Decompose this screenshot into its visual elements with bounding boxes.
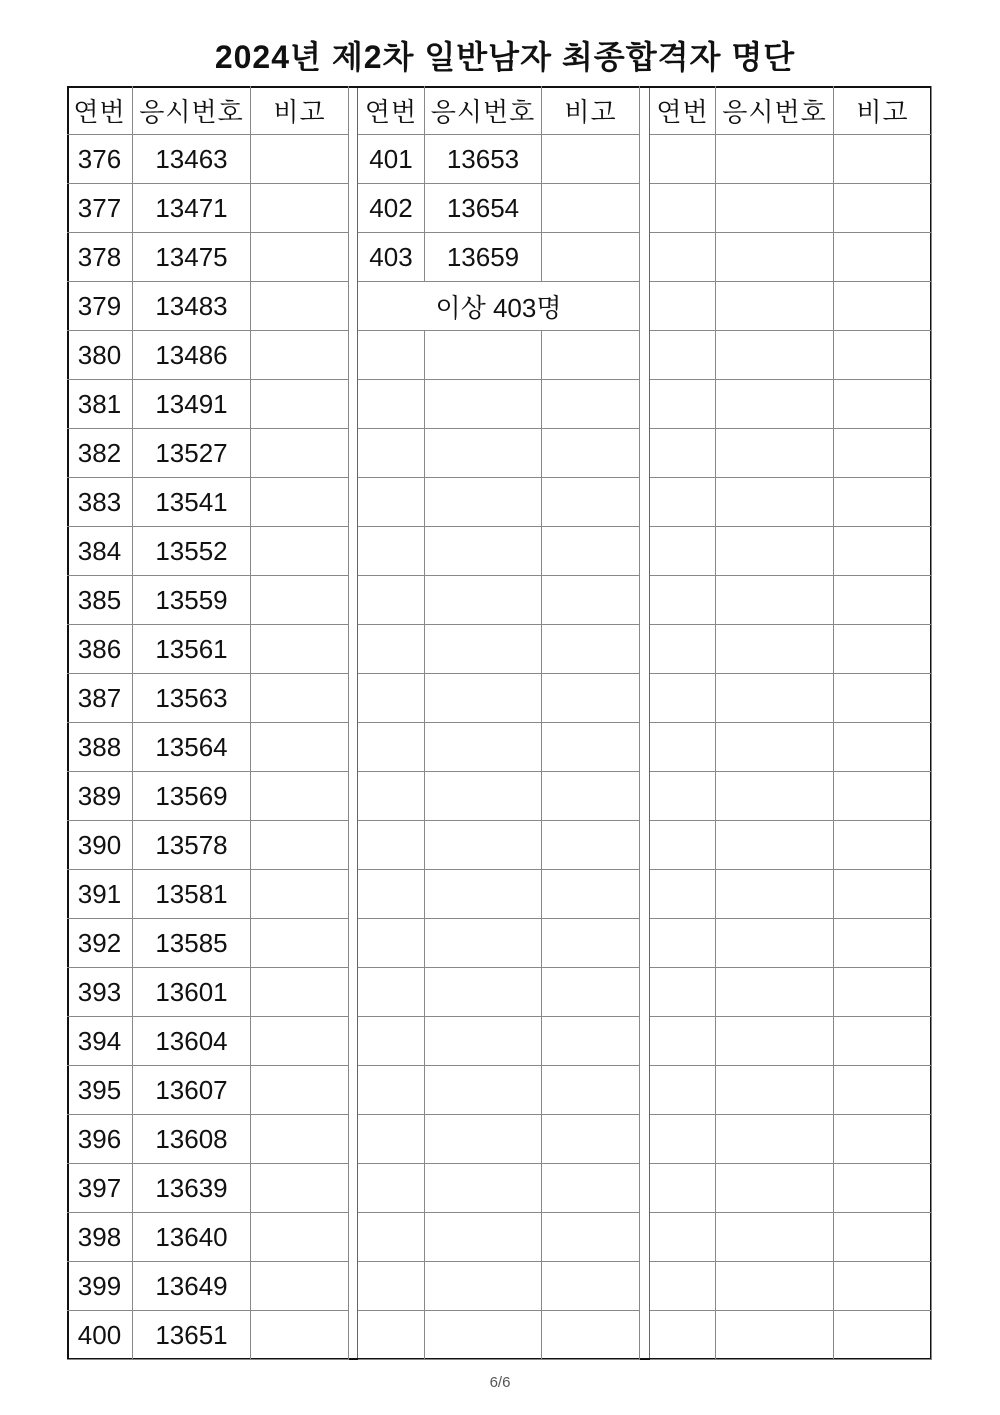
applicant-number-cell: 13463 xyxy=(133,135,251,184)
page-number: 6/6 xyxy=(489,1374,511,1391)
remarks-cell xyxy=(542,1115,640,1164)
remarks-cell xyxy=(251,135,349,184)
applicant-number-cell xyxy=(716,1213,834,1262)
remarks-cell xyxy=(834,184,932,233)
section-divider xyxy=(640,88,650,1358)
serial-number-cell xyxy=(358,625,425,674)
total-summary: 이상 403명 xyxy=(358,282,640,331)
serial-number-cell: 395 xyxy=(67,1066,133,1115)
serial-number-cell: 382 xyxy=(67,429,133,478)
serial-number-cell xyxy=(650,674,716,723)
column-header-serial-number: 연번 xyxy=(358,86,425,135)
applicant-number-cell xyxy=(716,625,834,674)
serial-number-cell: 377 xyxy=(67,184,133,233)
column-header-remarks: 비고 xyxy=(542,86,640,135)
applicant-number-cell: 13639 xyxy=(133,1164,251,1213)
serial-number-cell xyxy=(358,1311,425,1360)
results-table xyxy=(67,86,932,1360)
applicant-number-cell xyxy=(425,723,542,772)
serial-number-cell xyxy=(650,772,716,821)
serial-number-cell xyxy=(358,1164,425,1213)
applicant-number-cell xyxy=(716,870,834,919)
applicant-number-cell xyxy=(425,1017,542,1066)
remarks-cell xyxy=(834,1017,932,1066)
remarks-cell xyxy=(834,576,932,625)
serial-number-cell xyxy=(650,723,716,772)
applicant-number-cell xyxy=(425,1164,542,1213)
serial-number-cell xyxy=(650,233,716,282)
applicant-number-cell xyxy=(716,1066,834,1115)
serial-number-cell: 396 xyxy=(67,1115,133,1164)
applicant-number-cell: 13541 xyxy=(133,478,251,527)
remarks-cell xyxy=(542,625,640,674)
remarks-cell xyxy=(542,1262,640,1311)
applicant-number-cell xyxy=(425,331,542,380)
applicant-number-cell: 13578 xyxy=(133,821,251,870)
applicant-number-cell: 13569 xyxy=(133,772,251,821)
applicant-number-cell xyxy=(425,674,542,723)
serial-number-cell xyxy=(650,331,716,380)
applicant-number-cell xyxy=(425,1262,542,1311)
serial-number-cell: 389 xyxy=(67,772,133,821)
remarks-cell xyxy=(834,821,932,870)
remarks-cell xyxy=(834,331,932,380)
serial-number-cell xyxy=(650,1213,716,1262)
remarks-cell xyxy=(834,674,932,723)
serial-number-cell xyxy=(650,1262,716,1311)
remarks-cell xyxy=(251,331,349,380)
applicant-number-cell xyxy=(716,772,834,821)
remarks-cell xyxy=(834,380,932,429)
applicant-number-cell: 13585 xyxy=(133,919,251,968)
applicant-number-cell xyxy=(425,919,542,968)
column-header-applicant-number: 응시번호 xyxy=(133,86,251,135)
remarks-cell xyxy=(251,527,349,576)
applicant-number-cell: 13559 xyxy=(133,576,251,625)
remarks-cell xyxy=(251,1115,349,1164)
remarks-cell xyxy=(834,1164,932,1213)
remarks-cell xyxy=(834,723,932,772)
applicant-number-cell: 13564 xyxy=(133,723,251,772)
serial-number-cell xyxy=(358,380,425,429)
remarks-cell xyxy=(542,870,640,919)
remarks-cell xyxy=(542,429,640,478)
remarks-cell xyxy=(251,1066,349,1115)
applicant-number-cell xyxy=(716,184,834,233)
remarks-cell xyxy=(834,1311,932,1360)
serial-number-cell xyxy=(650,135,716,184)
serial-number-cell xyxy=(650,821,716,870)
serial-number-cell: 381 xyxy=(67,380,133,429)
remarks-cell xyxy=(834,968,932,1017)
remarks-cell xyxy=(542,478,640,527)
applicant-number-cell xyxy=(716,576,834,625)
serial-number-cell: 380 xyxy=(67,331,133,380)
serial-number-cell xyxy=(358,1017,425,1066)
remarks-cell xyxy=(834,527,932,576)
applicant-number-cell xyxy=(716,478,834,527)
remarks-cell xyxy=(542,1164,640,1213)
applicant-number-cell xyxy=(716,331,834,380)
remarks-cell xyxy=(251,1017,349,1066)
remarks-cell xyxy=(542,1017,640,1066)
serial-number-cell xyxy=(650,429,716,478)
remarks-cell xyxy=(251,1311,349,1360)
applicant-number-cell xyxy=(425,1115,542,1164)
serial-number-cell xyxy=(358,919,425,968)
serial-number-cell xyxy=(358,331,425,380)
serial-number-cell: 402 xyxy=(358,184,425,233)
applicant-number-cell: 13649 xyxy=(133,1262,251,1311)
serial-number-cell xyxy=(650,1164,716,1213)
serial-number-cell: 403 xyxy=(358,233,425,282)
remarks-cell xyxy=(834,233,932,282)
remarks-cell xyxy=(542,576,640,625)
remarks-cell xyxy=(251,674,349,723)
serial-number-cell xyxy=(650,1115,716,1164)
remarks-cell xyxy=(834,625,932,674)
applicant-number-cell: 13483 xyxy=(133,282,251,331)
serial-number-cell xyxy=(650,527,716,576)
applicant-number-cell xyxy=(425,1066,542,1115)
applicant-number-cell xyxy=(716,429,834,478)
serial-number-cell xyxy=(650,478,716,527)
applicant-number-cell: 13601 xyxy=(133,968,251,1017)
serial-number-cell: 388 xyxy=(67,723,133,772)
serial-number-cell: 387 xyxy=(67,674,133,723)
applicant-number-cell: 13608 xyxy=(133,1115,251,1164)
applicant-number-cell: 13561 xyxy=(133,625,251,674)
remarks-cell xyxy=(834,1115,932,1164)
applicant-number-cell xyxy=(425,870,542,919)
remarks-cell xyxy=(834,1213,932,1262)
serial-number-cell: 383 xyxy=(67,478,133,527)
serial-number-cell xyxy=(650,1311,716,1360)
applicant-number-cell: 13651 xyxy=(133,1311,251,1360)
applicant-number-cell xyxy=(716,1311,834,1360)
applicant-number-cell xyxy=(425,380,542,429)
serial-number-cell: 397 xyxy=(67,1164,133,1213)
serial-number-cell: 399 xyxy=(67,1262,133,1311)
applicant-number-cell xyxy=(716,674,834,723)
remarks-cell xyxy=(542,919,640,968)
serial-number-cell xyxy=(650,919,716,968)
serial-number-cell xyxy=(650,1017,716,1066)
serial-number-cell: 384 xyxy=(67,527,133,576)
remarks-cell xyxy=(834,870,932,919)
remarks-cell xyxy=(834,772,932,821)
remarks-cell xyxy=(251,380,349,429)
applicant-number-cell xyxy=(425,576,542,625)
remarks-cell xyxy=(542,1066,640,1115)
remarks-cell xyxy=(542,135,640,184)
serial-number-cell xyxy=(358,478,425,527)
remarks-cell xyxy=(542,331,640,380)
remarks-cell xyxy=(251,576,349,625)
applicant-number-cell: 13640 xyxy=(133,1213,251,1262)
serial-number-cell xyxy=(358,1213,425,1262)
remarks-cell xyxy=(542,1213,640,1262)
applicant-number-cell xyxy=(716,282,834,331)
serial-number-cell: 400 xyxy=(67,1311,133,1360)
applicant-number-cell xyxy=(716,1164,834,1213)
applicant-number-cell xyxy=(716,380,834,429)
serial-number-cell: 379 xyxy=(67,282,133,331)
applicant-number-cell: 13604 xyxy=(133,1017,251,1066)
applicant-number-cell: 13581 xyxy=(133,870,251,919)
applicant-number-cell xyxy=(716,1017,834,1066)
remarks-cell xyxy=(834,919,932,968)
serial-number-cell xyxy=(358,1115,425,1164)
remarks-cell xyxy=(834,429,932,478)
serial-number-cell: 376 xyxy=(67,135,133,184)
applicant-number-cell: 13552 xyxy=(133,527,251,576)
serial-number-cell: 390 xyxy=(67,821,133,870)
serial-number-cell: 401 xyxy=(358,135,425,184)
serial-number-cell xyxy=(650,625,716,674)
applicant-number-cell xyxy=(425,625,542,674)
applicant-number-cell: 13653 xyxy=(425,135,542,184)
applicant-number-cell xyxy=(716,968,834,1017)
remarks-cell xyxy=(834,478,932,527)
remarks-cell xyxy=(251,919,349,968)
serial-number-cell xyxy=(650,870,716,919)
remarks-cell xyxy=(834,1066,932,1115)
page-title: 2024년 제2차 일반남자 최종합격자 명단 xyxy=(214,39,796,75)
serial-number-cell xyxy=(650,282,716,331)
remarks-cell xyxy=(251,625,349,674)
applicant-number-cell xyxy=(425,1213,542,1262)
column-header-serial-number: 연번 xyxy=(650,86,716,135)
applicant-number-cell xyxy=(716,1262,834,1311)
applicant-number-cell xyxy=(716,527,834,576)
serial-number-cell xyxy=(358,772,425,821)
applicant-number-cell xyxy=(716,723,834,772)
serial-number-cell xyxy=(358,527,425,576)
applicant-number-cell xyxy=(425,527,542,576)
remarks-cell xyxy=(542,821,640,870)
applicant-number-cell xyxy=(716,919,834,968)
applicant-number-cell: 13491 xyxy=(133,380,251,429)
column-header-remarks: 비고 xyxy=(251,86,349,135)
applicant-number-cell xyxy=(716,1115,834,1164)
applicant-number-cell xyxy=(425,478,542,527)
serial-number-cell: 386 xyxy=(67,625,133,674)
serial-number-cell: 378 xyxy=(67,233,133,282)
applicant-number-cell: 13471 xyxy=(133,184,251,233)
applicant-number-cell xyxy=(716,821,834,870)
remarks-cell xyxy=(542,1311,640,1360)
remarks-cell xyxy=(542,723,640,772)
serial-number-cell xyxy=(650,184,716,233)
serial-number-cell xyxy=(358,821,425,870)
applicant-number-cell: 13654 xyxy=(425,184,542,233)
remarks-cell xyxy=(251,184,349,233)
serial-number-cell xyxy=(358,723,425,772)
remarks-cell xyxy=(542,674,640,723)
serial-number-cell: 394 xyxy=(67,1017,133,1066)
serial-number-cell: 391 xyxy=(67,870,133,919)
section-divider xyxy=(349,88,358,1358)
applicant-number-cell: 13527 xyxy=(133,429,251,478)
remarks-cell xyxy=(542,772,640,821)
remarks-cell xyxy=(834,135,932,184)
applicant-number-cell: 13475 xyxy=(133,233,251,282)
applicant-number-cell: 13563 xyxy=(133,674,251,723)
serial-number-cell xyxy=(358,1066,425,1115)
remarks-cell xyxy=(251,478,349,527)
serial-number-cell xyxy=(650,1066,716,1115)
remarks-cell xyxy=(542,968,640,1017)
applicant-number-cell xyxy=(425,968,542,1017)
serial-number-cell: 393 xyxy=(67,968,133,1017)
applicant-number-cell: 13659 xyxy=(425,233,542,282)
remarks-cell xyxy=(251,1164,349,1213)
remarks-cell xyxy=(542,380,640,429)
remarks-cell xyxy=(251,723,349,772)
applicant-number-cell xyxy=(425,772,542,821)
serial-number-cell xyxy=(650,576,716,625)
serial-number-cell xyxy=(358,968,425,1017)
serial-number-cell xyxy=(358,1262,425,1311)
remarks-cell xyxy=(834,282,932,331)
serial-number-cell: 385 xyxy=(67,576,133,625)
applicant-number-cell xyxy=(716,135,834,184)
serial-number-cell xyxy=(358,576,425,625)
serial-number-cell xyxy=(358,429,425,478)
remarks-cell xyxy=(251,282,349,331)
remarks-cell xyxy=(542,184,640,233)
remarks-cell xyxy=(251,870,349,919)
remarks-cell xyxy=(542,527,640,576)
serial-number-cell xyxy=(358,870,425,919)
column-header-applicant-number: 응시번호 xyxy=(425,86,542,135)
serial-number-cell: 398 xyxy=(67,1213,133,1262)
remarks-cell xyxy=(834,1262,932,1311)
remarks-cell xyxy=(251,429,349,478)
serial-number-cell: 392 xyxy=(67,919,133,968)
applicant-number-cell xyxy=(425,429,542,478)
remarks-cell xyxy=(542,233,640,282)
remarks-cell xyxy=(251,821,349,870)
applicant-number-cell xyxy=(425,1311,542,1360)
remarks-cell xyxy=(251,1213,349,1262)
applicant-number-cell: 13607 xyxy=(133,1066,251,1115)
remarks-cell xyxy=(251,233,349,282)
serial-number-cell xyxy=(650,380,716,429)
remarks-cell xyxy=(251,1262,349,1311)
applicant-number-cell xyxy=(425,821,542,870)
remarks-cell xyxy=(251,968,349,1017)
serial-number-cell xyxy=(358,674,425,723)
remarks-cell xyxy=(251,772,349,821)
applicant-number-cell: 13486 xyxy=(133,331,251,380)
applicant-number-cell xyxy=(716,233,834,282)
serial-number-cell xyxy=(650,968,716,1017)
column-header-remarks: 비고 xyxy=(834,86,932,135)
column-header-applicant-number: 응시번호 xyxy=(716,86,834,135)
column-header-serial-number: 연번 xyxy=(67,86,133,135)
